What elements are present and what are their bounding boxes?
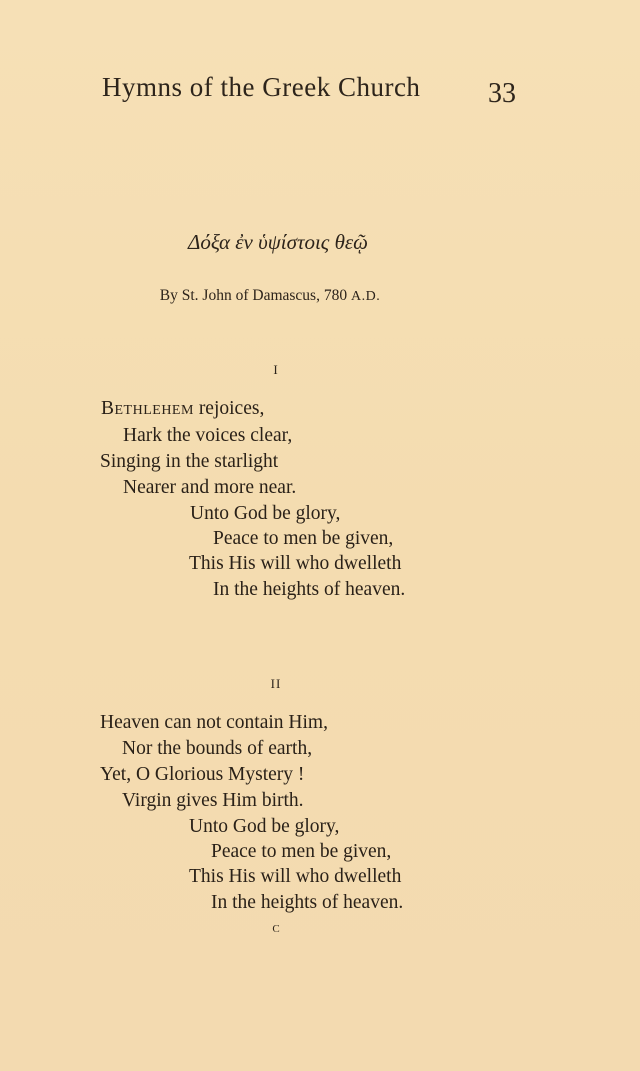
stanza-1-line-3: Singing in the starlight xyxy=(100,451,279,472)
stanza-2-line-8: In the heights of heaven. xyxy=(211,892,404,913)
stanza-2-line-1: Heaven can not contain Him, xyxy=(100,712,328,733)
stanza-1-line-2: Hark the voices clear, xyxy=(123,425,293,446)
stanza-2-line-2: Nor the bounds of earth, xyxy=(122,738,313,759)
attribution-era: A.D. xyxy=(350,289,381,304)
signature-mark: c xyxy=(272,920,280,936)
hymn-attribution xyxy=(0,287,540,305)
stanza-2-line-6: Peace to men be given, xyxy=(211,841,392,862)
stanza-1-line-1-lead: Bethlehem xyxy=(101,398,194,419)
stanza-1-line-5: Unto God be glory, xyxy=(190,503,341,524)
stanza-1-line-8: In the heights of heaven. xyxy=(213,579,406,600)
stanza-number-1: I xyxy=(273,362,279,377)
stanza-1-line-1 xyxy=(101,398,264,420)
stanza-1-line-7: This His will who dwelleth xyxy=(189,553,402,574)
running-head-title: Hymns of the Greek Church xyxy=(102,72,421,102)
attribution-text: By St. John of Damascus, 780 xyxy=(159,287,351,304)
stanza-number-2: II xyxy=(270,676,282,691)
stanza-2-line-3: Yet, O Glorious Mystery ! xyxy=(100,764,305,785)
hymn-greek-title: Δόξα ἐν ὑψίστοις θεῷ xyxy=(188,230,368,254)
stanza-1-line-6: Peace to men be given, xyxy=(213,528,394,549)
page-number: 33 xyxy=(488,78,516,109)
stanza-2-line-4: Virgin gives Him birth. xyxy=(122,790,304,811)
stanza-2-line-5: Unto God be glory, xyxy=(189,816,340,837)
stanza-1-line-1-rest: rejoices, xyxy=(193,398,265,419)
stanza-1-line-4: Nearer and more near. xyxy=(123,477,297,498)
stanza-2-line-7: This His will who dwelleth xyxy=(189,866,402,887)
